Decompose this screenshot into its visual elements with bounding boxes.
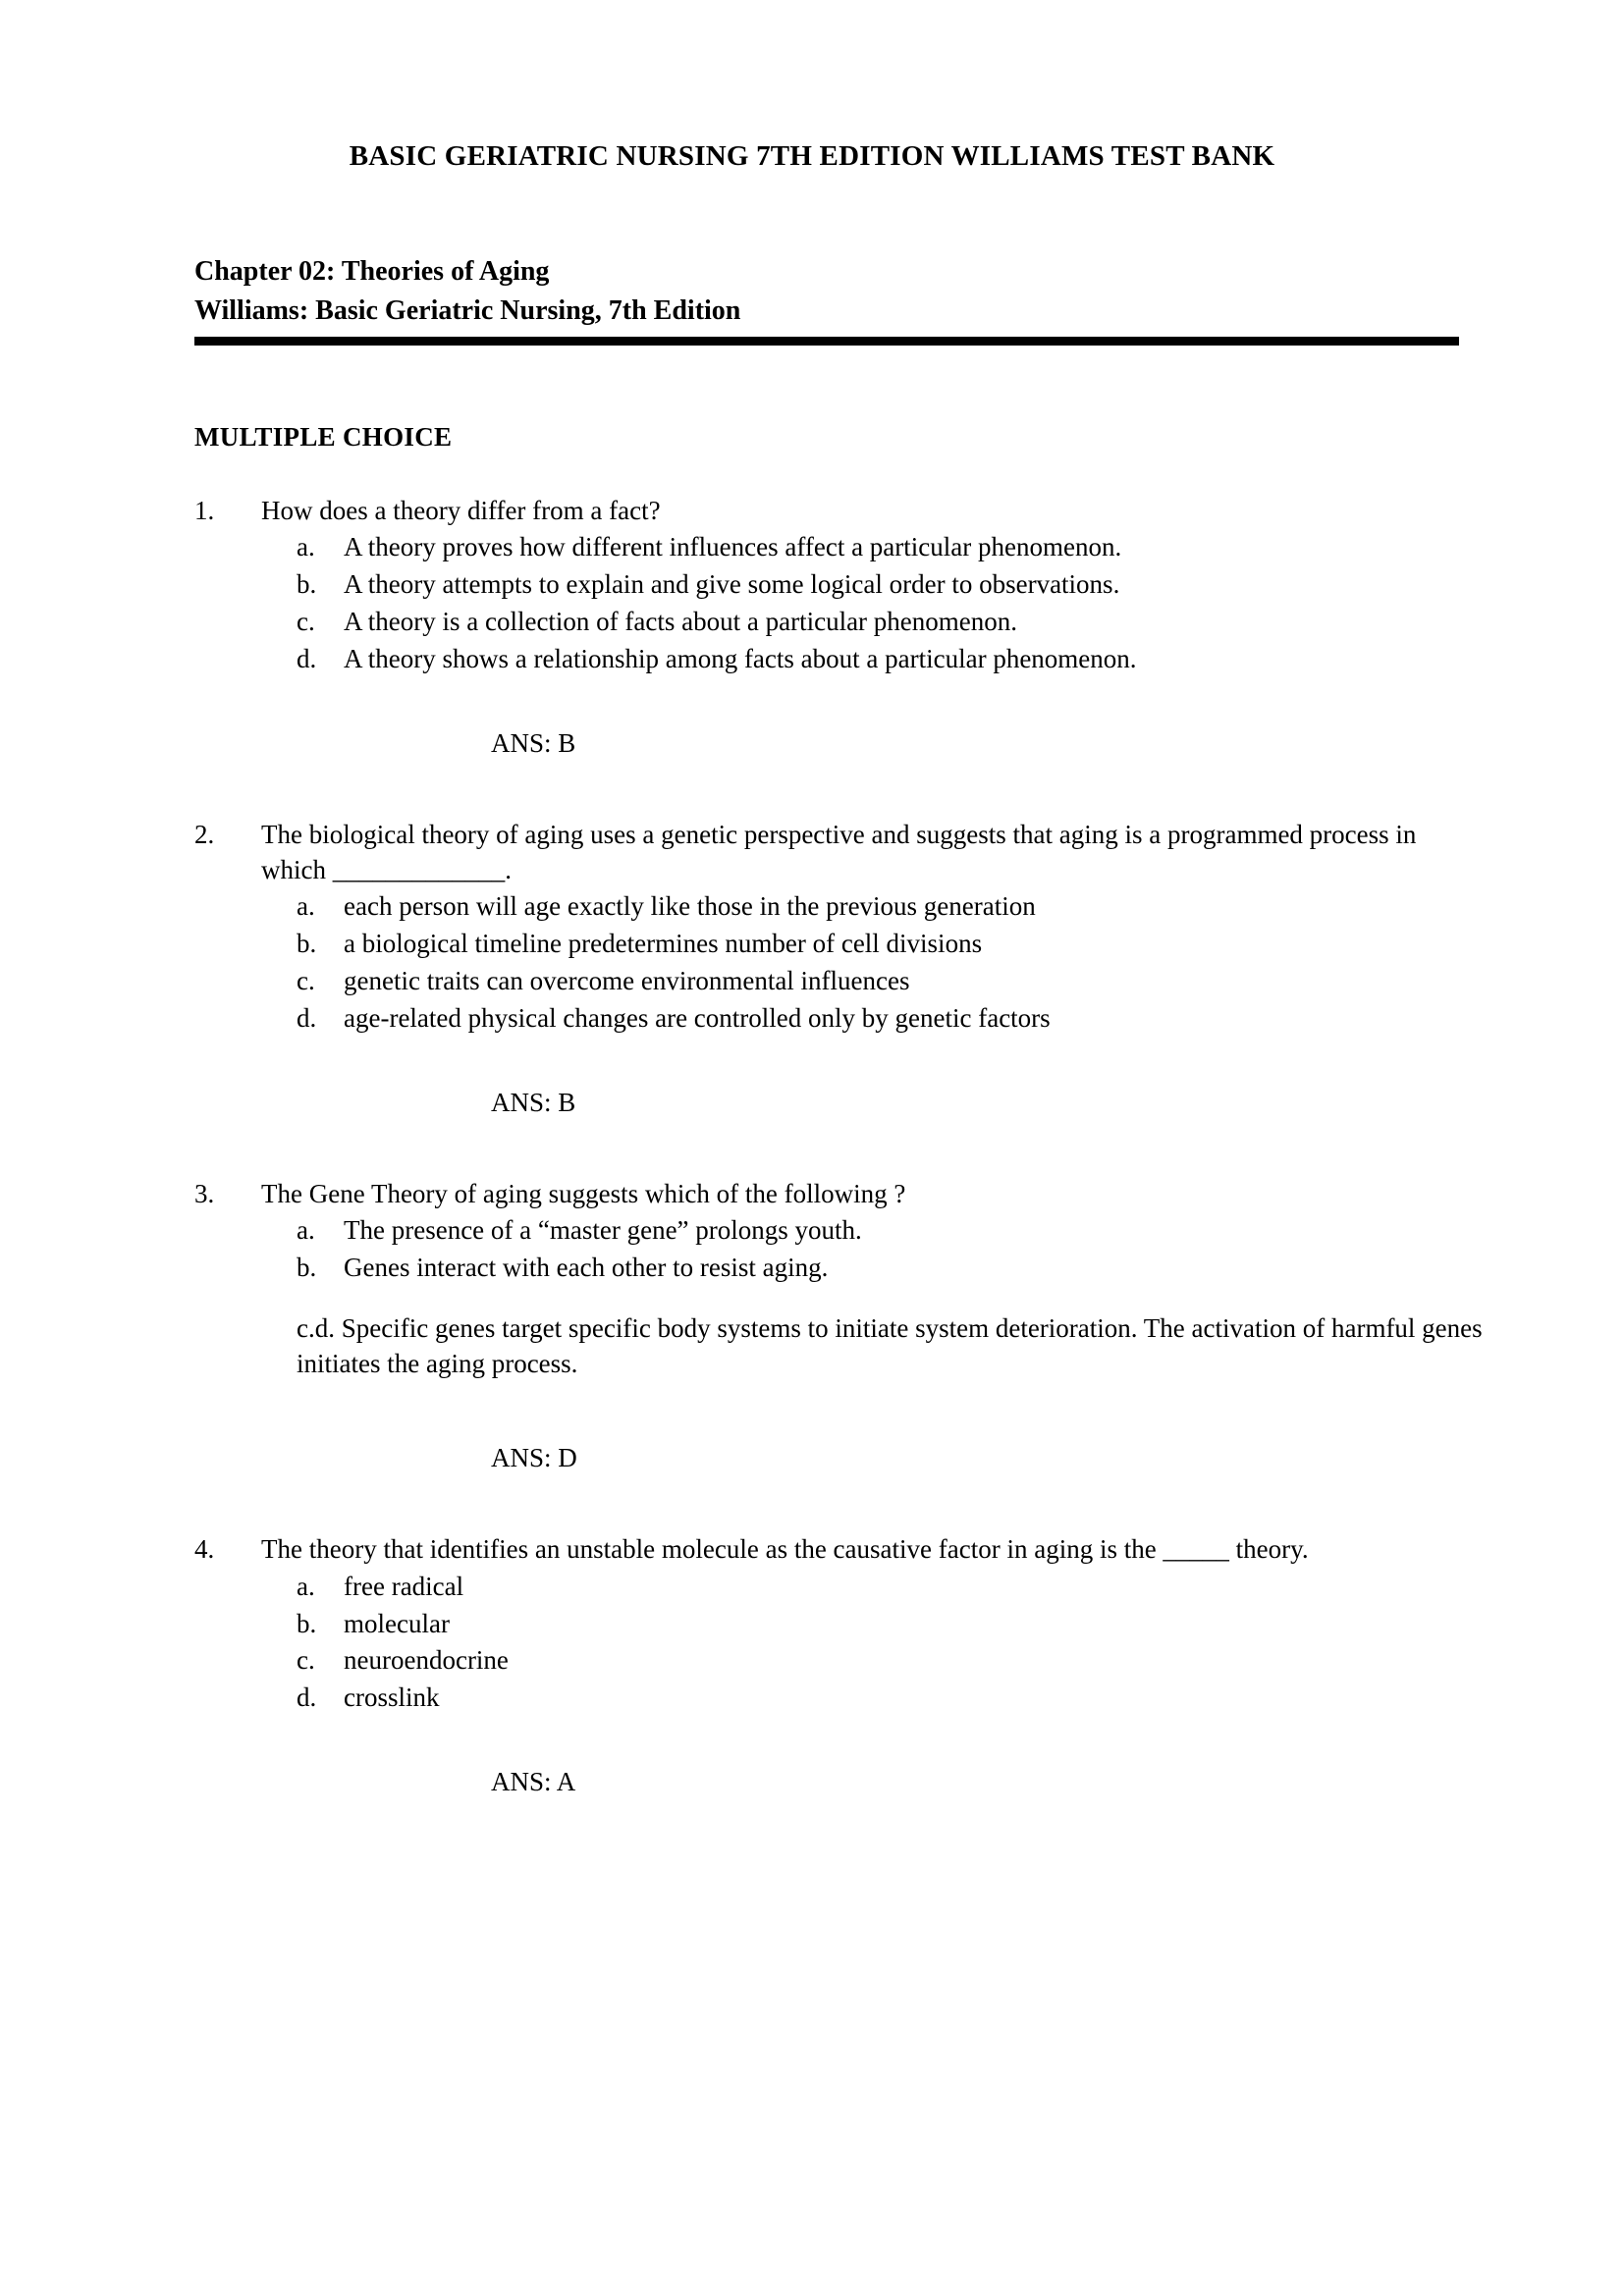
- choice-letter: c.: [297, 607, 315, 637]
- question-number: 3.: [194, 1178, 215, 1208]
- choice-letter: a.: [297, 891, 315, 922]
- choice-letter: c.: [297, 1645, 315, 1676]
- choice-letter: a.: [297, 1215, 315, 1246]
- question-number: 2.: [194, 819, 215, 849]
- book-label: Williams: Basic Geriatric Nursing, 7th Edition: [194, 294, 741, 326]
- choice-letter: d.: [297, 1682, 317, 1713]
- question-text: The biological theory of aging uses a genetic perspective and suggests that aging is a programmed process in which _____________.: [261, 819, 1417, 884]
- question-number: 4.: [194, 1534, 215, 1565]
- choice-text: genetic traits can overcome environmental influences: [344, 965, 910, 995]
- choice-item: [297, 567, 1487, 603]
- answer-text: ANS: A: [491, 1767, 576, 1797]
- choice-item: [297, 1251, 1487, 1286]
- question-text: The theory that identifies an unstable molecule as the causative factor in aging is the _____ theory.: [261, 1534, 1309, 1565]
- choice-text: A theory shows a relationship among facts about a particular phenomenon.: [344, 643, 1137, 673]
- choice-item: [297, 1643, 1487, 1679]
- choice-letter: b.: [297, 1608, 317, 1638]
- answer-text: ANS: B: [491, 727, 576, 758]
- section-heading: MULTIPLE CHOICE: [194, 421, 453, 452]
- choice-letter: b.: [297, 929, 317, 959]
- chapter-label: Chapter 02: Theories of Aging: [194, 256, 550, 288]
- choice-text: each person will age exactly like those in the previous generation: [344, 891, 1036, 922]
- answer-text: ANS: B: [491, 1087, 576, 1117]
- choice-text: free radical: [344, 1571, 464, 1601]
- choice-letter: b.: [297, 569, 317, 600]
- choice-item: [297, 1570, 1487, 1605]
- question-number: 1.: [194, 495, 215, 525]
- choice-letter: c.: [297, 965, 315, 995]
- choice-text: neuroendocrine: [344, 1645, 509, 1676]
- choice-text: A theory is a collection of facts about a particular phenomenon.: [344, 607, 1018, 637]
- question-item: [0, 818, 1624, 1118]
- answer-text: ANS: D: [491, 1443, 577, 1473]
- choice-list: [194, 530, 1487, 677]
- choice-item: [297, 1607, 1487, 1642]
- choice-text: Genes interact with each other to resist aging.: [344, 1253, 829, 1283]
- question-text: How does a theory differ from a fact?: [261, 495, 661, 525]
- choice-list: [194, 889, 1487, 1037]
- choice-item: [297, 1213, 1487, 1249]
- choice-item: [297, 1681, 1487, 1716]
- choice-text: molecular: [344, 1608, 450, 1638]
- choice-letter: d.: [297, 1002, 317, 1033]
- choice-item: [297, 964, 1487, 999]
- header-divider: [194, 337, 1459, 346]
- question-item: [0, 1177, 1624, 1473]
- choice-item: [297, 889, 1487, 925]
- choice-text: The presence of a “master gene” prolongs youth.: [344, 1215, 862, 1246]
- chapter-header: [0, 252, 1624, 331]
- document-title: BASIC GERIATRIC NURSING 7TH EDITION WILLIAMS TEST BANK: [349, 140, 1275, 172]
- choice-letter: a.: [297, 1571, 315, 1601]
- question-item: [0, 1532, 1624, 1797]
- choice-letter: a.: [297, 532, 315, 562]
- choice-letter: b.: [297, 1253, 317, 1283]
- question-item: [0, 494, 1624, 759]
- choice-list: [194, 1213, 1487, 1286]
- choice-text: a biological timeline predetermines number of cell divisions: [344, 929, 983, 959]
- choice-text: A theory attempts to explain and give some logical order to observations.: [344, 569, 1120, 600]
- choice-item: [297, 642, 1487, 677]
- choice-item: [297, 530, 1487, 565]
- choice-item-merged: c.d. Specific genes target specific body systems to initiate system deterioration. The activation of harmful genes initiates the aging process.: [297, 1313, 1483, 1379]
- choice-list: [194, 1570, 1487, 1717]
- choice-text: A theory proves how different influences affect a particular phenomenon.: [344, 532, 1122, 562]
- question-text: The Gene Theory of aging suggests which of the following ?: [261, 1178, 906, 1208]
- choice-text: age-related physical changes are controlled only by genetic factors: [344, 1002, 1051, 1033]
- choice-item: [297, 605, 1487, 640]
- choice-item: [297, 1001, 1487, 1037]
- choice-text: crosslink: [344, 1682, 440, 1713]
- choice-letter: d.: [297, 643, 317, 673]
- choice-item: [297, 927, 1487, 962]
